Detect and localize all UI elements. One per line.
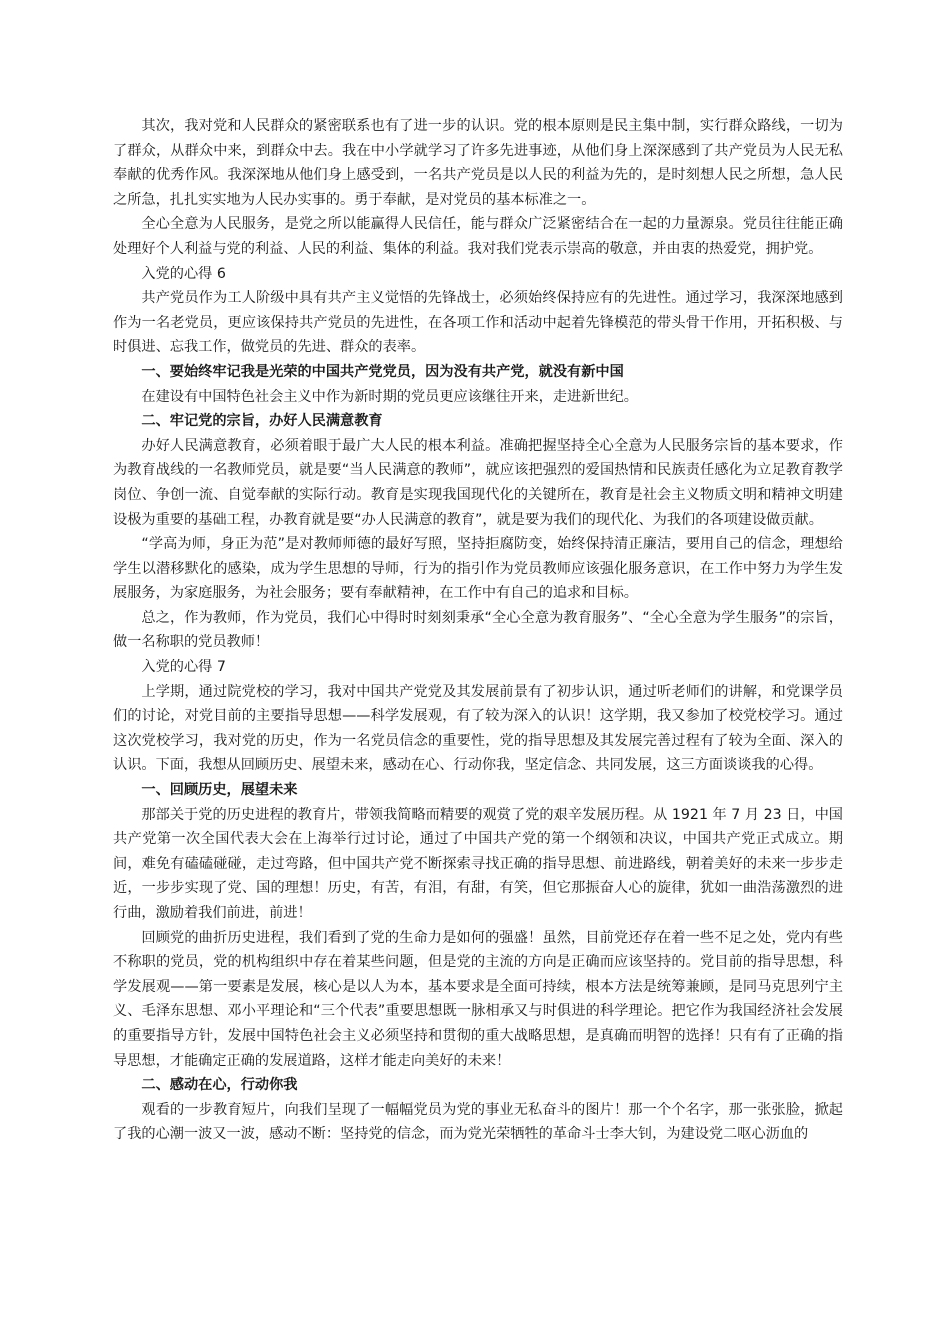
paragraph-6: “学高为师，身正为范”是对教师师德的最好写照，坚持拒腐防变，始终保持清正廉洁，要用自己的信念，理想给学生以潜移默化的感染，成为学生思想的导师，行为的指引作为党员教师应该强化服务意识，在工作中努力为学生发展服务，为家庭服务，为社会服务；要有奉献精神，在工作中有自己的追求和目标。 (113, 536, 843, 602)
bold-heading-3: 一、回顾历史，展望未来 (141, 782, 298, 799)
section-title-7: 入党的心得 7 (141, 659, 226, 676)
document-body (113, 114, 843, 1147)
paragraph-3: 共产党员作为工人阶级中具有共产主义觉悟的先锋战士，必须始终保持应有的先进性。通过学习，我深深地感到作为一名老党员，更应该保持共产党员的先进性，在各项工作和活动中起着先锋模范的带头骨干作用，开拓积极、与时俱进、忘我工作，做党员的先进、群众的表率。 (113, 290, 843, 356)
paragraph-8: 上学期，通过院党校的学习，我对中国共产党党及其发展前景有了初步认识，通过听老师们的讲解，和党课学员们的讨论，对党目前的主要指导思想——科学发展观，有了较为深入的认识！这学期，我又参加了校党校学习。通过这次党校学习，我对党的历史，作为一名党员信念的重要性，党的指导思想及其发展完善过程有了较为全面、深入的认识。下面，我想从回顾历史、展望未来，感动在心、行动你我，坚定信念、共同发展，这三方面谈谈我的心得。 (113, 683, 843, 774)
bold-heading-4: 二、感动在心，行动你我 (141, 1077, 298, 1094)
paragraph-10: 回顾党的曲折历史进程，我们看到了党的生命力是如何的强盛！虽然，目前党还存在着一些不足之处，党内有些不称职的党员，党的机构组织中存在着某些问题，但是党的主流的方向是正确而应该坚持的。党目前的指导思想，科学发展观——第一要素是发展，核心是以人为本，基本要求是全面可持续，根本方法是统筹兼顾，是同马克思列宁主义、毛泽东思想、邓小平理论和“三个代表”重要思想既一脉相承又与时俱进的科学理论。把它作为我国经济社会发展的重要指导方针，发展中国特色社会主义必须坚持和贯彻的重大战略思想，是真确而明智的选择！只有有了正确的指导思想，才能确定正确的发展道路，这样才能走向美好的未来！ (113, 929, 843, 1069)
bold-heading-1: 一、要始终牢记我是光荣的中国共产党党员，因为没有共产党，就没有新中国 (141, 363, 624, 380)
bold-heading-2: 二、牢记党的宗旨，办好人民满意教育 (141, 413, 383, 430)
paragraph-2: 全心全意为人民服务，是党之所以能赢得人民信任，能与群众广泛紧密结合在一起的力量源泉。党员往往能正确处理好个人利益与党的利益、人民的利益、集体的利益。我对我们党表示崇高的敬意，并由衷的热爱党，拥护党。 (113, 216, 843, 257)
paragraph-1: 其次，我对党和人民群众的紧密联系也有了进一步的认识。党的根本原则是民主集中制，实行群众路线，一切为了群众，从群众中来，到群众中去。我在中小学就学习了许多先进事迹，从他们身上深深感到了共产党员为人民无私奉献的优秀作风。我深深地从他们身上感受到，一名共产党员是以人民的利益为先的，是时刻想人民之所想，急人民之所急，扎扎实实地为人民办实事的。勇于奉献，是对党员的基本标准之一。 (113, 118, 843, 208)
paragraph-5: 办好人民满意教育，必须着眼于最广大人民的根本利益。准确把握坚持全心全意为人民服务宗旨的基本要求，作为教育战线的一名教师党员，就是要“当人民满意的教师”，就应该把强烈的爱国热情和民族责任感化为立足教育教学岗位、争创一流、自觉奉献的实际行动。教育是实现我国现代化的关键所在，教育是社会主义物质文明和精神文明建设极为重要的基础工程，办教育就是要“办人民满意的教育”，就是要为我们的现代化、为我们的各项建设做贡献。 (113, 437, 843, 528)
paragraph-9: 那部关于党的历史进程的教育片，带领我简略而精要的观赏了党的艰辛发展历程。从 1921 年 7 月 23 日，中国共产党第一次全国代表大会在上海举行过讨论，通过了中国共产党的第一个纲领和决议，中国共产党正式成立。期间，难免有磕磕碰碰，走过弯路，但中国共产党不断探索寻找正确的指导思想、前进路线，朝着美好的未来一步步走近，一步步实现了党、国的理想！历史，有苦，有泪，有甜，有笑，但它那振奋人心的旋律，犹如一曲浩荡激烈的进行曲，激励着我们前进，前进！ (113, 806, 843, 921)
section-title-6: 入党的心得 6 (141, 265, 226, 282)
paragraph-7: 总之，作为教师，作为党员，我们心中得时时刻刻秉承“全心全意为教育服务”、“全心全意为学生服务”的宗旨，做一名称职的党员教师！ (113, 609, 843, 651)
paragraph-11: 观看的一步教育短片，向我们呈现了一幅幅党员为党的事业无私奋斗的图片！那一个个名字，那一张张脸，掀起了我的心潮一波又一波，感动不断：坚持党的信念，而为党光荣牺牲的革命斗士李大钊，为建设党二呕心沥血的 (113, 1101, 843, 1143)
paragraph-4: 在建设有中国特色社会主义中作为新时期的党员更应该继往开来，走进新世纪。 (141, 388, 638, 405)
